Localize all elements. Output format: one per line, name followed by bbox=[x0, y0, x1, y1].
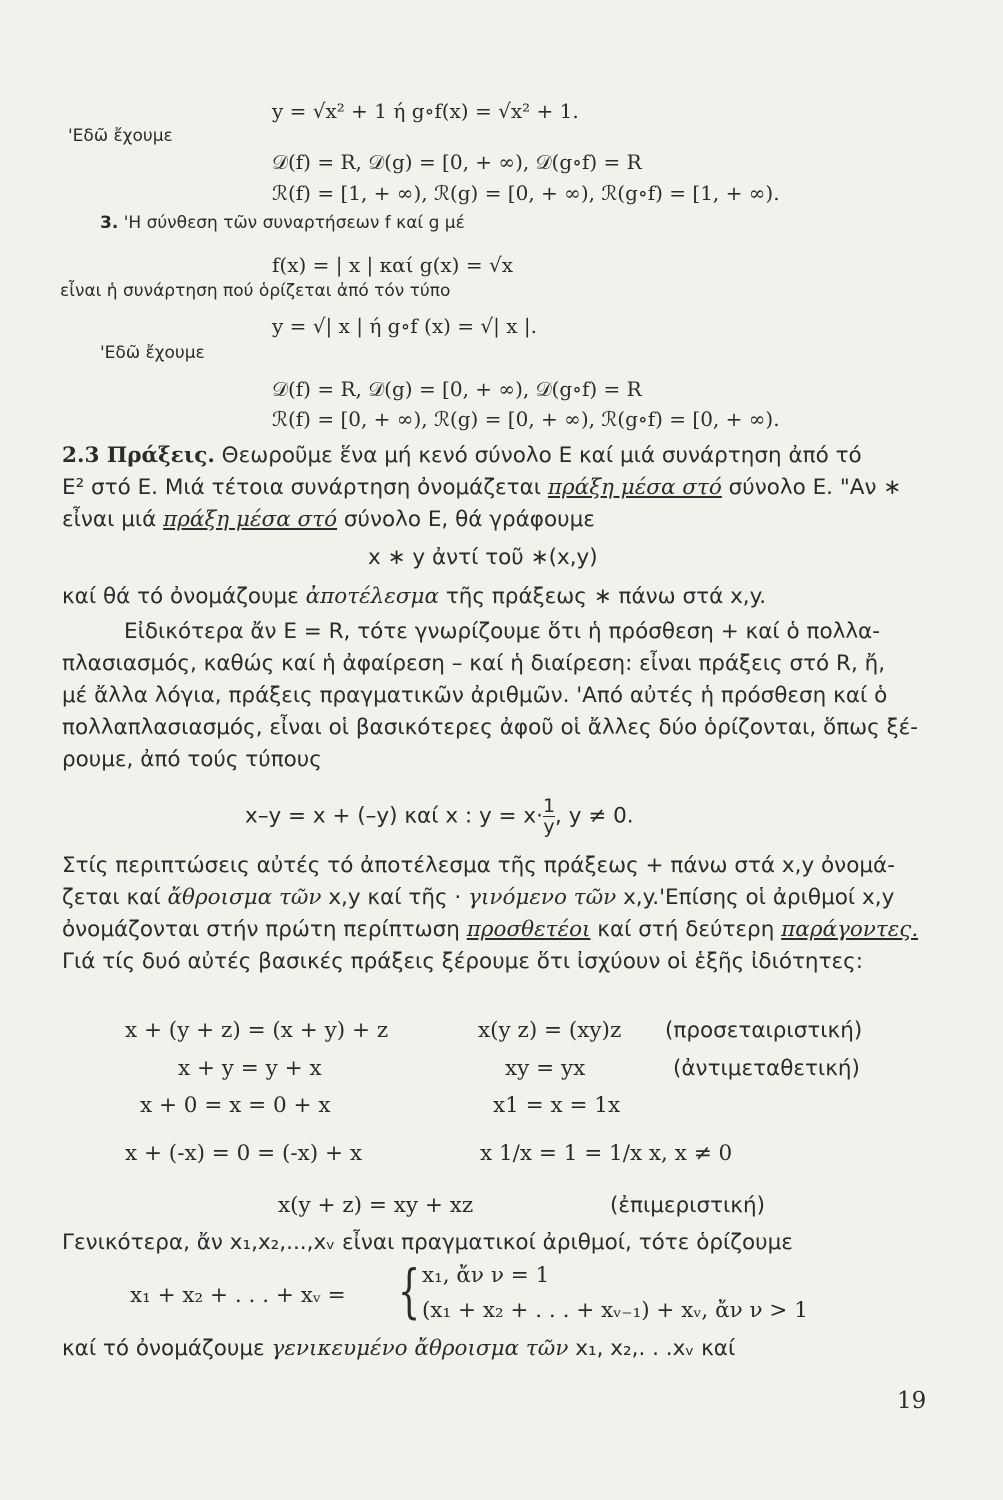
ex2-ranges: ℛ(f) = [1, + ∞), ℛ(g) = [0, + ∞), ℛ(g∘f) = [1, + ∞). bbox=[272, 181, 780, 205]
ex2-domains: 𝒟(f) = R, 𝒟(g) = [0, + ∞), 𝒟(g∘f) = R bbox=[272, 150, 642, 174]
section-line-4: καί θά τό ὀνομάζουμε ἀποτέλεσμα τῆς πράξεως ∗ πάνω στά x,y. bbox=[62, 584, 767, 609]
general-lhs: x₁ + x₂ + . . . + xᵥ = bbox=[130, 1283, 346, 1308]
general-case-2: (x₁ + x₂ + . . . + xᵥ₋₁) + xᵥ, ἄν ν > 1 bbox=[422, 1298, 808, 1323]
ex3-text: 3. 'Η σύνθεση τῶν συναρτήσεων f καί g μέ bbox=[100, 213, 465, 233]
ex3-intro: 'Εδῶ ἔχουμε bbox=[100, 343, 205, 363]
ex3-formula: y = √| x | ή g∘f (x) = √| x |. bbox=[272, 314, 537, 338]
ex3-text2: εἶναι ἡ συνάρτηση πού ὁρίζεται ἀπό τόν τύπο bbox=[60, 281, 451, 301]
general-case-1: x₁, ἄν ν = 1 bbox=[422, 1263, 550, 1288]
property-add-3: x + (-x) = 0 = (-x) + x bbox=[125, 1141, 362, 1166]
ex2-formula: y = √x² + 1 ή g∘f(x) = √x² + 1. bbox=[272, 99, 579, 123]
property-mul-1: xy = yx bbox=[505, 1056, 586, 1081]
left-brace-icon: { bbox=[398, 1257, 421, 1325]
property-mul-2: x1 = x = 1x bbox=[493, 1093, 621, 1118]
property-name-1: (ἀντιμεταθετική) bbox=[673, 1056, 860, 1081]
property-add-0: x + (y + z) = (x + y) + z bbox=[125, 1018, 389, 1043]
general-text: Γενικότερα, ἄν x₁,x₂,...,xᵥ εἶναι πραγματικοί ἀριθμοί, τότε ὁρίζουμε bbox=[62, 1230, 793, 1255]
section-paragraph-3: Στίς περιπτώσεις αὐτές τό ἀποτέλεσμα τῆς πράξεως + πάνω στά x,y ὀνομά- ζεται καί ἄθροισμα τῶν x,y καί τῆς · γινόμενο τῶν x,y.'Επίσης οἱ ἀριθμοί x,y ὀνομάζονται στήν πρώτη περίπτωση προσθετέοι καί στή δεύτερη παράγοντες. Γιά τίς δυό αὐτές βασικές πράξεις ξέρουμε ὅτι ἰσχύουν οἱ ἑξῆς ἰδιότητες: bbox=[62, 853, 919, 974]
property-add-2: x + 0 = x = 0 + x bbox=[140, 1093, 331, 1118]
ex2-intro: 'Εδῶ ἔχουμε bbox=[68, 126, 173, 146]
property-add-1: x + y = y + x bbox=[178, 1056, 322, 1081]
section-paragraph-1: 2.3 Πράξεις. Θεωροῦμε ἕνα μή κενό σύνολο Ε καί μιά συνάρτηση ἀπό τό Ε² στό Ε. Μιά τέτοια συνάρτηση ὀνομάζεται πράξη μέσα στό σύνολο Ε. "Αν ∗ εἶναι μιά πράξη μέσα στό σύνολο Ε, θά γράφουμε bbox=[62, 443, 902, 532]
property-name-0: (προσεταιριστική) bbox=[665, 1018, 863, 1043]
general-last-line: καί τό ὀνομάζουμε γενικευμένο ἄθροισμα τῶν x₁, x₂,. . .xᵥ καί bbox=[62, 1336, 736, 1361]
ex3-defs: f(x) = | x | καί g(x) = √x bbox=[272, 253, 513, 277]
subtraction-division-formula: x–y = x + (–y) καί x : y = x· $\frac{1}{y}$ , y ≠ 0. bbox=[245, 795, 634, 838]
notation-line: x ∗ y ἀντί τοῦ ∗(x,y) bbox=[368, 545, 598, 570]
page-number: 19 bbox=[897, 1388, 927, 1414]
section-paragraph-2: Εἰδικότερα ἄν Ε = R, τότε γνωρίζουμε ὅτι ἡ πρόσθεση + καί ὁ πολλα- πλασιασμός, καθώς καί ἡ ἀφαίρεση – καί ἡ διαίρεση: εἶναι πράξεις στό R, ἤ, μέ ἄλλα λόγια, πράξεις πραγματικῶν ἀριθμῶν. 'Από αὐτές ἡ πρόσθεση καί ὁ πολλαπλασιασμός, εἶναι οἱ βασικότερες ἀφοῦ οἱ ἄλλες δύο ὁρίζονται, ὅπως ξέ- ρουμε, ἀπό τούς τύπους bbox=[62, 619, 918, 772]
property-mul-0: x(y z) = (xy)z bbox=[478, 1018, 622, 1043]
ex3-domains: 𝒟(f) = R, 𝒟(g) = [0, + ∞), 𝒟(g∘f) = R bbox=[272, 377, 642, 401]
distributive-name: (ἐπιμεριστική) bbox=[610, 1193, 765, 1218]
ex3-ranges: ℛ(f) = [0, + ∞), ℛ(g) = [0, + ∞), ℛ(g∘f) = [0, + ∞). bbox=[272, 407, 780, 431]
property-mul-3: x 1/x = 1 = 1/x x, x ≠ 0 bbox=[480, 1141, 733, 1166]
distributive-formula: x(y + z) = xy + xz bbox=[278, 1193, 474, 1218]
section-heading: 2.3 Πράξεις. bbox=[62, 443, 215, 468]
